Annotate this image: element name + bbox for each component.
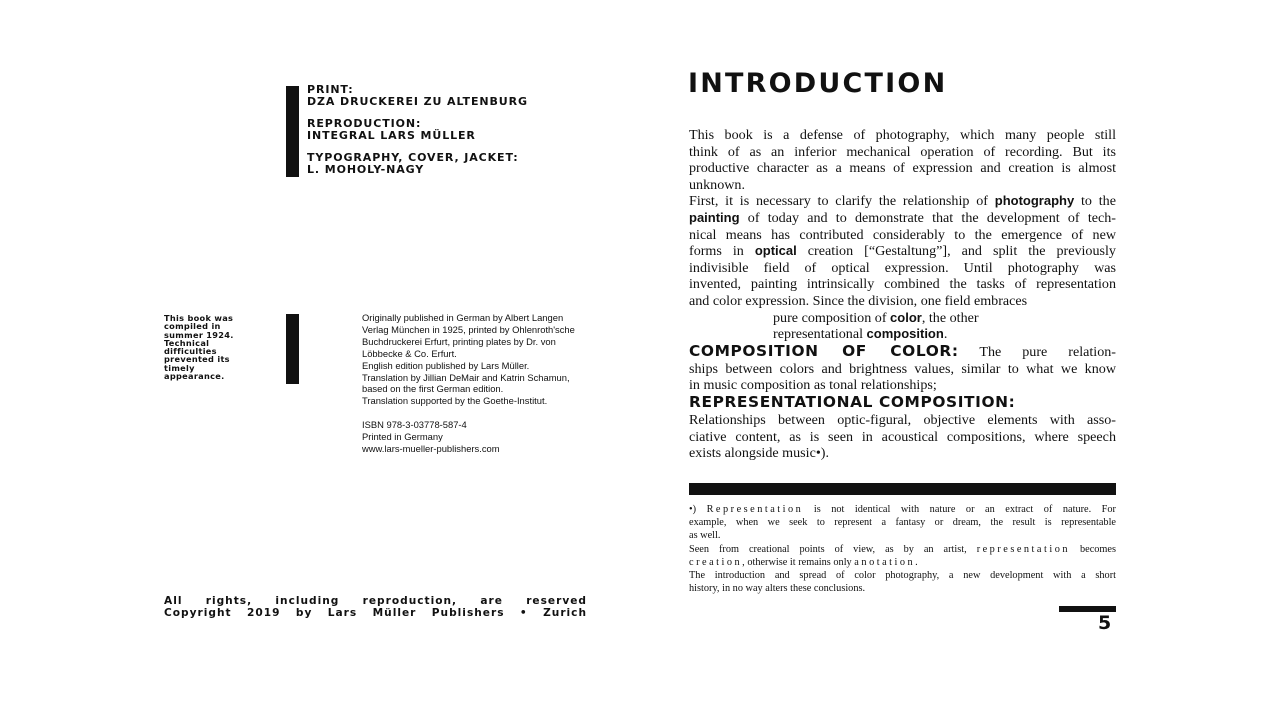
text-run: of today and to demonstrate that the development of tech- — [747, 209, 1116, 226]
credit-value: DZA DRUCKEREI ZU ALTENBURG — [307, 94, 528, 108]
text-line — [689, 310, 1116, 327]
publication-line: Originally published in German by Albert Langen — [362, 312, 564, 323]
text-line — [689, 210, 1116, 227]
isbn-line: ISBN 978-3-03778-587-4 — [362, 419, 467, 431]
spacer — [362, 407, 622, 419]
footnote-rule — [689, 483, 1116, 495]
paragraph-2 — [689, 193, 1116, 342]
paragraph-1 — [689, 127, 1116, 193]
text-line — [689, 243, 1116, 260]
side-note-line: timely — [164, 362, 195, 373]
text-run: . — [915, 556, 918, 568]
spaced-term: representation — [976, 543, 1071, 555]
publication-line: Translation supported by the Goethe-Institut. — [362, 395, 548, 407]
text-run: . — [943, 326, 948, 343]
copyright-line: Copyright 2019 by Lars Müller Publishers • Zurich — [164, 606, 587, 619]
emphasis-composition: composition — [866, 326, 944, 342]
text-line: history, in no way alters these conclusions. — [689, 583, 866, 595]
text-line: in music composition as tonal relationships; — [689, 377, 937, 394]
text-line: and color expression. Since the division, one field embraces — [689, 292, 1028, 309]
credit-value: L. MOHOLY-NAGY — [307, 162, 425, 176]
credit-reproduction — [307, 118, 607, 141]
section-composition-of-color — [689, 343, 1116, 394]
rights-line: All rights, including reproduction, are reserved — [164, 595, 587, 607]
text-run: forms in — [689, 243, 744, 260]
text-line — [689, 326, 1116, 343]
credit-label: REPRODUCTION: — [307, 117, 422, 130]
text-line: The introduction and spread of color photography, a new development with a short — [689, 570, 1116, 582]
credit-typography — [307, 152, 607, 175]
text-line: unknown. — [689, 176, 745, 193]
credits-rule — [286, 86, 299, 177]
text-line: productive character as a means of expression and creation is almost — [689, 160, 1116, 177]
side-note-line: difficulties — [164, 346, 217, 357]
publication-line: English edition published by Lars Müller. — [362, 359, 530, 371]
text-line: indivisible field of optical expression. Until photography was — [689, 259, 1116, 276]
publication-line: Verlag München in 1925, printed by Ohlenroth'sche — [362, 323, 575, 335]
publication-line: Buchdruckerei Erfurt, printing plates by Dr. von — [362, 335, 556, 347]
text-run: , the other — [921, 309, 979, 326]
side-note-line: Technical — [164, 337, 210, 348]
text-run: is not identical with nature or an extract of nature. For — [813, 504, 1116, 515]
rights-notice — [164, 596, 587, 619]
spaced-term: Representation — [706, 504, 804, 515]
section-heading: COMPOSITION OF COLOR: — [689, 341, 959, 360]
side-note-line: compiled in — [164, 321, 221, 332]
page-title: INTRODUCTION — [688, 68, 948, 99]
spaced-term: notation — [861, 556, 916, 568]
publication-rule — [286, 314, 299, 384]
side-note-line: summer 1924. — [164, 329, 234, 340]
text-line: exists alongside music•). — [689, 445, 829, 462]
footnote-marker: •) — [689, 504, 697, 515]
publisher-url: www.lars-mueller-publishers.com — [362, 443, 500, 455]
credits-block — [307, 84, 607, 186]
text-line: invented, painting intrinsically combined the tasks of representation — [689, 276, 1116, 293]
credit-value: INTEGRAL LARS MÜLLER — [307, 128, 476, 142]
credit-label: PRINT: — [307, 83, 354, 96]
side-note — [164, 314, 264, 380]
side-note-line: appearance. — [164, 371, 225, 382]
emphasis-photography: photography — [994, 193, 1075, 209]
publication-line: based on the first German edition. — [362, 383, 504, 395]
text-run: The pure relation- — [979, 343, 1116, 360]
text-run: creation [“Gestaltung”], and split the previously — [807, 243, 1116, 260]
footnote — [689, 503, 1116, 595]
spaced-term: creation — [689, 556, 743, 568]
text-line — [689, 543, 1116, 556]
emphasis-optical: optical — [754, 243, 797, 259]
text-line — [689, 193, 1116, 210]
publication-line: Löbbecke & Co. Erfurt. — [362, 347, 457, 359]
text-line: nical means has contributed considerably to the emergence of new — [689, 226, 1116, 243]
text-line: as well. — [689, 530, 721, 542]
page-number: 5 — [1098, 612, 1112, 634]
printed-in-line: Printed in Germany — [362, 431, 443, 443]
text-run: representational — [773, 326, 863, 343]
section-heading: REPRESENTATIONAL COMPOSITION: — [689, 392, 1016, 411]
side-note-line: prevented its — [164, 354, 230, 365]
text-line — [689, 394, 1116, 412]
emphasis-color: color — [890, 309, 922, 325]
text-run: pure composition of — [773, 309, 887, 326]
text-line: think of as an inferior mechanical operation of recording. But its — [689, 143, 1116, 160]
text-run: Seen from creational points of view, as by an artist, — [689, 543, 967, 555]
publication-line: Translation by Jillian DeMair and Katrin Schamun, — [362, 371, 570, 383]
text-line: example, when we seek to represent a fantasy or dream, the result is representable — [689, 517, 1116, 529]
text-run: First, it is necessary to clarify the relationship of — [689, 193, 988, 210]
text-line — [689, 556, 1116, 569]
text-run: , otherwise it remains only a — [742, 556, 859, 568]
publication-info — [362, 312, 622, 455]
credit-print — [307, 84, 607, 107]
text-line: ciative content, as is seen in acoustical compositions, where speech — [689, 428, 1116, 445]
section-representational-composition — [689, 394, 1116, 462]
side-note-line: This book was — [164, 313, 234, 323]
credit-label: TYPOGRAPHY, COVER, JACKET: — [307, 151, 519, 164]
text-line — [689, 503, 1116, 516]
text-run: to the — [1081, 193, 1116, 210]
text-run: becomes — [1079, 543, 1117, 555]
text-line: ships between colors and brightness values, similar to what we know — [689, 360, 1116, 377]
introduction-body — [689, 127, 1116, 462]
text-line: Relationships between optic-figural, objective elements with asso- — [689, 411, 1116, 428]
text-line: This book is a defense of photography, which many people still — [689, 127, 1116, 143]
emphasis-painting: painting — [689, 209, 740, 225]
text-line — [689, 343, 1116, 361]
